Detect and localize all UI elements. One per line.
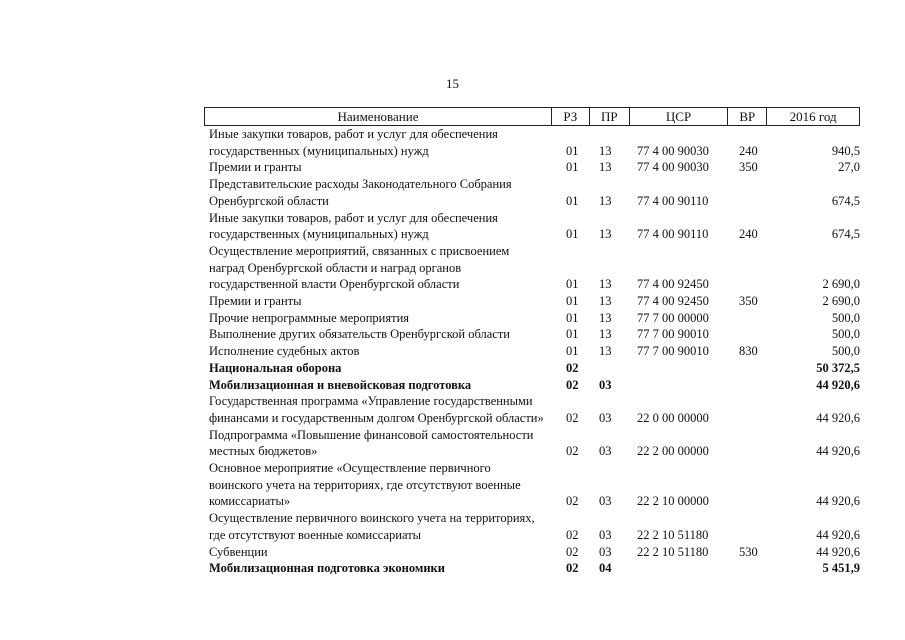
row-rz: 01 bbox=[566, 160, 579, 175]
table-row bbox=[204, 310, 860, 327]
row-csr: 77 7 00 00000 bbox=[637, 310, 709, 325]
row-name: Основное мероприятие «Осуществление первичного воинского учета на территориях, где отсутствуют военные комиссариаты» bbox=[209, 461, 521, 509]
row-rz: 02 bbox=[566, 410, 579, 425]
row-pr: 03 bbox=[599, 444, 612, 459]
row-name: Выполнение других обязательств Оренбургской области bbox=[209, 327, 510, 342]
row-vr: 240 bbox=[739, 227, 758, 242]
row-csr: 22 2 00 00000 bbox=[637, 444, 709, 459]
row-csr: 77 4 00 90030 bbox=[637, 160, 709, 175]
row-amount: 674,5 bbox=[831, 227, 860, 242]
row-pr: 03 bbox=[599, 527, 612, 542]
row-name: Премии и гранты bbox=[209, 160, 302, 175]
row-amount: 674,5 bbox=[831, 193, 860, 208]
page-number: 15 bbox=[446, 76, 459, 91]
column-header-vr: ВР bbox=[728, 108, 767, 125]
row-csr: 77 4 00 92450 bbox=[637, 277, 709, 292]
row-rz: 01 bbox=[566, 277, 579, 292]
column-header-pr: ПР bbox=[590, 108, 630, 125]
row-vr bbox=[735, 243, 787, 293]
row-name: Осуществление мероприятий, связанных с присвоением наград Оренбургской области и наград органов государственной власти Оренбургской области bbox=[209, 243, 510, 292]
row-rz: 02 bbox=[566, 527, 579, 542]
row-csr: 77 4 00 90030 bbox=[637, 143, 709, 158]
row-pr: 13 bbox=[599, 310, 612, 325]
row-pr: 13 bbox=[599, 193, 612, 208]
row-amount: 2 690,0 bbox=[822, 277, 860, 292]
row-name: Прочие непрограммные мероприятия bbox=[209, 310, 410, 325]
column-header-year: 2016 год bbox=[789, 109, 837, 124]
row-vr: 240 bbox=[739, 143, 758, 158]
row-pr: 13 bbox=[599, 344, 612, 359]
row-rz: 01 bbox=[566, 193, 579, 208]
row-csr bbox=[631, 360, 735, 377]
row-vr bbox=[735, 360, 787, 377]
row-name: Государственная программа «Управление государственными финансами и государственным долгом Оренбургской области» bbox=[209, 394, 544, 425]
row-pr: 13 bbox=[599, 160, 612, 175]
row-pr: 04 bbox=[599, 561, 612, 576]
row-pr: 03 bbox=[599, 494, 612, 509]
row-pr: 03 bbox=[599, 544, 612, 559]
table-row bbox=[204, 360, 860, 377]
row-amount: 940,5 bbox=[831, 143, 860, 158]
table-row bbox=[204, 176, 860, 209]
row-rz: 01 bbox=[566, 310, 579, 325]
row-vr: 350 bbox=[739, 294, 758, 309]
row-rz: 02 bbox=[566, 444, 579, 459]
row-amount: 44 920,6 bbox=[816, 410, 860, 425]
row-name: Субвенции bbox=[209, 544, 268, 559]
row-rz: 02 bbox=[566, 561, 579, 576]
row-csr: 22 0 00 00000 bbox=[637, 410, 709, 425]
table-row bbox=[204, 377, 860, 394]
row-vr bbox=[735, 310, 787, 327]
row-name: Подпрограмма «Повышение финансовой самостоятельности местных бюджетов» bbox=[209, 427, 534, 459]
row-name: Представительские расходы Законодательного Собрания Оренбургской области bbox=[209, 177, 512, 208]
row-rz: 01 bbox=[566, 227, 579, 242]
row-vr: 830 bbox=[739, 344, 758, 359]
table-row bbox=[204, 460, 860, 510]
table-row bbox=[204, 510, 860, 543]
row-amount: 500,0 bbox=[831, 310, 860, 325]
row-vr bbox=[735, 326, 787, 343]
row-pr: 13 bbox=[599, 327, 612, 342]
row-vr: 530 bbox=[739, 544, 758, 559]
table-row bbox=[204, 326, 860, 343]
row-vr: 350 bbox=[739, 160, 758, 175]
table-row bbox=[204, 210, 860, 243]
row-rz: 01 bbox=[566, 327, 579, 342]
row-amount: 44 920,6 bbox=[816, 544, 860, 559]
column-header-rz: РЗ bbox=[552, 108, 590, 125]
row-csr: 77 7 00 90010 bbox=[637, 344, 709, 359]
table-row bbox=[204, 393, 860, 426]
table-row bbox=[204, 560, 860, 577]
row-pr: 03 bbox=[599, 377, 612, 392]
row-csr: 77 4 00 92450 bbox=[637, 294, 709, 309]
row-amount: 500,0 bbox=[831, 327, 860, 342]
row-csr: 22 2 10 00000 bbox=[637, 494, 709, 509]
row-rz: 01 bbox=[566, 344, 579, 359]
row-amount: 5 451,9 bbox=[822, 561, 860, 576]
row-csr bbox=[631, 560, 735, 577]
row-name: Мобилизационная и вневойсковая подготовка bbox=[209, 377, 472, 392]
row-rz: 01 bbox=[566, 143, 579, 158]
row-name: Национальная оборона bbox=[209, 360, 342, 375]
row-vr bbox=[735, 427, 787, 460]
row-vr bbox=[735, 510, 787, 543]
row-vr bbox=[735, 393, 787, 426]
row-rz: 02 bbox=[566, 377, 579, 392]
row-csr: 77 4 00 90110 bbox=[637, 193, 709, 208]
row-vr bbox=[735, 176, 787, 209]
row-rz: 02 bbox=[566, 544, 579, 559]
row-pr: 13 bbox=[599, 277, 612, 292]
table-row bbox=[204, 427, 860, 460]
row-pr: 03 bbox=[599, 410, 612, 425]
row-csr: 22 2 10 51180 bbox=[637, 527, 709, 542]
row-pr: 13 bbox=[599, 227, 612, 242]
row-csr bbox=[631, 377, 735, 394]
row-pr: 13 bbox=[599, 294, 612, 309]
row-name: Премии и гранты bbox=[209, 294, 302, 309]
row-vr bbox=[735, 377, 787, 394]
row-amount: 44 920,6 bbox=[816, 377, 860, 392]
table-row bbox=[204, 159, 860, 176]
row-name: Мобилизационная подготовка экономики bbox=[209, 561, 445, 576]
table-row bbox=[204, 243, 860, 293]
table-row bbox=[204, 544, 860, 561]
row-csr: 77 7 00 90010 bbox=[637, 327, 709, 342]
table-row bbox=[204, 293, 860, 310]
row-vr bbox=[735, 460, 787, 510]
row-rz: 01 bbox=[566, 294, 579, 309]
row-pr bbox=[593, 360, 631, 377]
row-name: Иные закупки товаров, работ и услуг для обеспечения государственных (муниципальных) нужд bbox=[209, 127, 498, 158]
row-amount: 500,0 bbox=[831, 344, 860, 359]
row-name: Иные закупки товаров, работ и услуг для обеспечения государственных (муниципальных) нужд bbox=[209, 210, 498, 242]
row-amount: 50 372,5 bbox=[816, 360, 860, 375]
row-amount: 44 920,6 bbox=[816, 527, 860, 542]
row-rz: 02 bbox=[566, 494, 579, 509]
row-amount: 44 920,6 bbox=[816, 494, 860, 509]
row-amount: 2 690,0 bbox=[822, 294, 860, 309]
row-csr: 77 4 00 90110 bbox=[637, 227, 709, 242]
row-name: Осуществление первичного воинского учета на территориях, где отсутствуют военные комиссариаты bbox=[209, 511, 535, 542]
table-header bbox=[204, 107, 860, 126]
row-rz: 02 bbox=[566, 360, 579, 375]
table-body bbox=[204, 126, 860, 577]
row-amount: 44 920,6 bbox=[816, 444, 860, 459]
column-header-name: Наименование bbox=[205, 108, 552, 125]
row-csr: 22 2 10 51180 bbox=[637, 544, 709, 559]
row-pr: 13 bbox=[599, 143, 612, 158]
column-header-csr: ЦСР bbox=[630, 108, 729, 125]
row-amount: 27,0 bbox=[838, 160, 860, 175]
table-row bbox=[204, 126, 860, 159]
row-name: Исполнение судебных актов bbox=[209, 344, 360, 359]
table-row bbox=[204, 343, 860, 360]
row-vr bbox=[735, 560, 787, 577]
